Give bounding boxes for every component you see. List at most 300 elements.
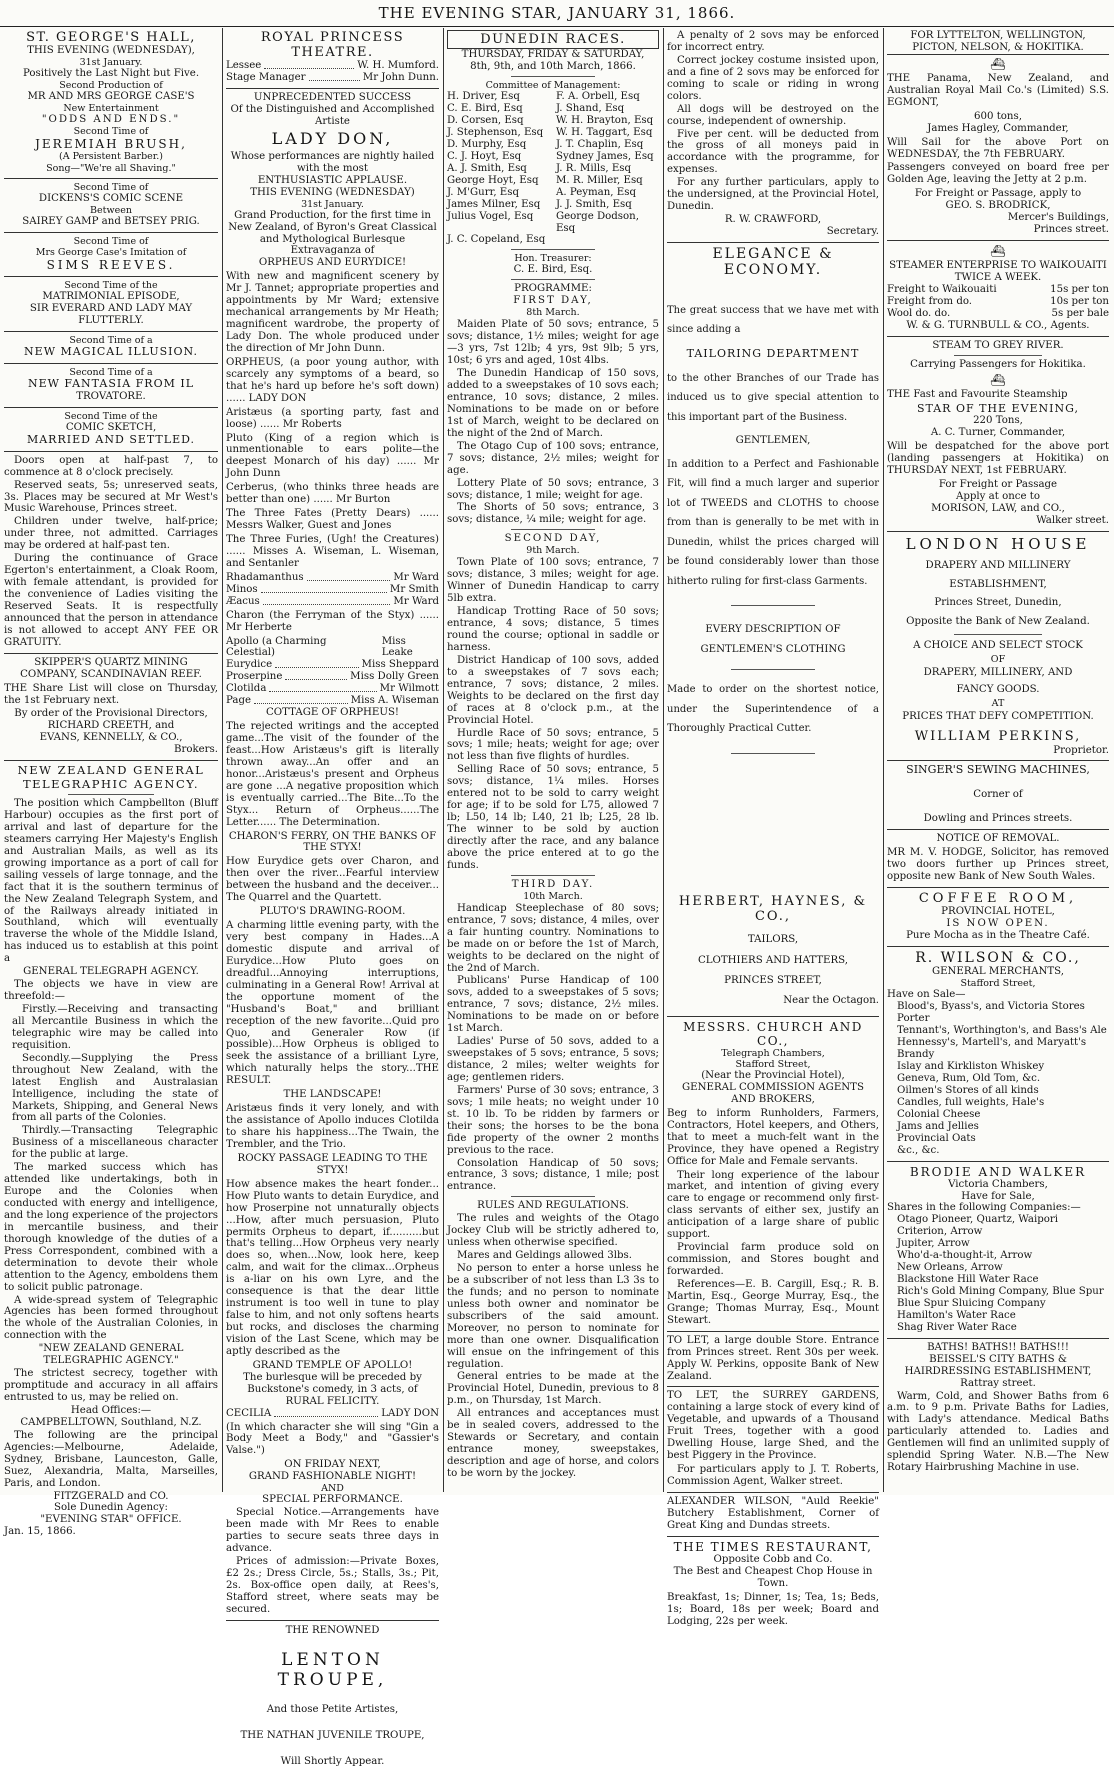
rule: Correct jockey costume insisted upon, and a fine of 2 sovs may be enforced for coming to scale or riding in wrong colors. (667, 54, 879, 102)
rule: All dogs will be destroyed on the course, independent of ownership. (667, 103, 879, 127)
line: TAILORS, (747, 934, 799, 946)
line: And those Petite Artistes, (266, 1704, 399, 1716)
paragraph: Their long experience of the labour market, and intention of giving every care to engage or recommend only first-class servants of either sex, justify an anticipation of a large share of public support. (667, 1169, 879, 1241)
divider (511, 529, 596, 530)
divider (4, 760, 218, 761)
paragraph: During the continuance of Grace Egerton's entertainment, a Cloak Room, with female attendant, is provided for the convenience of Ladies visiting the Reserved Seats. It is respectfully announced that the person in attendance is not allowed to accept ANY FEE OR GRATUITY. (4, 553, 218, 648)
paragraph: How Eurydice gets over Charon, and then over the river...Fearful interview between the husband and the deceiver... The Quarrel and the Quartett. (226, 856, 439, 904)
line: Of the Distinguished and Accomplished Artiste (230, 104, 435, 128)
line: Carrying Passengers for Hokitika. (910, 358, 1086, 370)
divider (68, 794, 154, 795)
line: Between (90, 204, 132, 216)
paragraph: Breakfast, 1s; Dinner, 1s; Tea, 1s; Beds, 1s; Board, 18s per week; Board and Lodging, 22s per week. (667, 1591, 879, 1627)
line: GENTLEMEN, (735, 435, 811, 447)
ad-title: SINGER'S SEWING MACHINES, (906, 763, 1090, 777)
line: Apply at once to (956, 491, 1040, 503)
line: CAMPBELLTOWN, Southland, N.Z. (20, 1416, 202, 1428)
line: (A Persistent Barber.) (58, 151, 163, 163)
column-1 (4, 28, 218, 1538)
paragraph: Made to order on the shortest notice, under the Superintendence of a Thoroughly Practical Cutter. (667, 684, 879, 735)
divider (954, 634, 1043, 635)
list-item: Otago Pioneer, Quartz, Waipori (897, 1214, 1058, 1226)
line: Will Shortly Appear. (280, 1756, 385, 1768)
skipper-ad (4, 657, 218, 757)
line: Princes Street, Dunedin, (934, 597, 1062, 609)
item-list (887, 1001, 1109, 1156)
race-entry: Handicap Steeplechase of 80 sovs; entrance, 7 sovs; distance, 4 miles, over a fair hunting country. Nominations to be made on or before the 1st of March, weights to be declared on the night of the 2nd of March. (447, 902, 659, 974)
ad-lines (4, 411, 218, 447)
line: PRINCES STREET, (724, 974, 822, 986)
divider (511, 279, 596, 280)
divider (887, 887, 1109, 888)
divider (954, 355, 1043, 356)
st-georges-hall-ad (4, 30, 218, 649)
butchery-ad: ALEXANDER WILSON, "Auld Reekie" Butchery Establishment, Corner of Great King and Dundas streets. (667, 1495, 879, 1531)
cast-row: Æacus Mr Ward (226, 595, 439, 607)
cast-list (226, 357, 439, 707)
rule: Five per cent. will be deducted from the gross of all moneys paid in accordance with the programme, for expenses. (667, 128, 879, 176)
ad-title: BATHS! BATHS!! BATHS!!! (927, 1341, 1069, 1353)
royal-princess-theatre-ad (226, 30, 439, 1616)
line: SAIREY GAMP and BETSEY PRIG. (22, 215, 200, 227)
line: Head Offices:— (70, 1404, 152, 1416)
divider (4, 653, 218, 654)
line: Second Time of the (64, 410, 158, 422)
line: Near the Octagon. (783, 995, 879, 1007)
line: MARRIED AND SETTLED. (26, 432, 196, 446)
divider (511, 1196, 596, 1197)
baths-ad (887, 1342, 1109, 1474)
line: Song—"We're all Shaving." (46, 162, 176, 174)
ad-lines (4, 280, 218, 327)
line: A CHOICE AND SELECT STOCK (913, 639, 1083, 651)
line: AT (991, 697, 1005, 709)
paragraph: Passengers conveyed on board free per Golden Age, leaving the Jetty at 2 p.m. (887, 162, 1109, 186)
paragraph: to the other Branches of our Trade has induced us to give special attention to this important part of the Business. (667, 372, 879, 423)
line: Second Time of (73, 126, 149, 138)
line: GENERAL TELEGRAPH AGENCY. (23, 966, 199, 978)
race-entry: District Handicap of 100 sovs, added to a sweepstakes of 7 sovs each; entrance, 7 sovs; distance, 2 miles. Weights to be declared on the first day of races at 8 o'clock p.m., at the Provincial Hotel. (447, 654, 659, 726)
list-item: Shag River Water Race (897, 1321, 1017, 1333)
paragraph: Special Notice.—Arrangements have been made with Mr Rees to enable parties to secure seats three days in advance. (226, 1507, 439, 1555)
item-list (887, 1214, 1109, 1333)
divider (4, 331, 218, 332)
paragraph: Will Sail for the above Port on WEDNESDAY, the 7th FEBRUARY. (887, 136, 1109, 160)
line: AND BROKERS, (731, 1093, 815, 1105)
line: THIS EVENING (WEDNESDAY) (250, 186, 415, 198)
paragraph: Prices of admission:—Private Boxes, £2 2s.; Dress Circle, 5s.; Stalls, 3s.; Pit, 2s. Box-office open daily, at Rees's, Stafford street, where seats may be secured. (226, 1556, 439, 1615)
list-item: Who'd-a-thought-it, Arrow (897, 1250, 1033, 1262)
list-item: Candles, full weights, Hale's (897, 1096, 1045, 1108)
spacer (667, 768, 879, 888)
line: NEW MAGICAL ILLUSION. (24, 345, 198, 359)
race-entry: Handicap Trotting Race of 50 sovs; entrance, 4 sovs; distance, 5 times round the course; optional in saddle or harness. (447, 606, 659, 653)
paragraph: Aristæus finds it very lonely, and with the assistance of Apollo induces Clotilda to share his happiness...The Twain, the Trembler, and the Trio. (226, 1103, 439, 1150)
rule: All entrances and acceptances must be in sealed covers, addressed to the Stewards or Secretary, and contain entrance money, sweepstakes, description and age of horse, and colors to be worn by the jockey. (447, 1408, 659, 1479)
line: Corner of (973, 789, 1023, 801)
ad-title: FOR LYTTELTON, WELLINGTON, PICTON, NELSON, & HOKITIKA. (887, 30, 1109, 55)
signature: W. & G. TURNBULL & CO., Agents. (906, 319, 1090, 331)
cast-row: Minos Mr Smith (226, 583, 439, 595)
paragraph: With new and magnificent scenery by Mr J. Tannet; appropriate properties and appointments by Mr Ward; extensive mechanical arrangements by Mr Heath; magnificent wardrobe, the property of Lady Don. The whole produced under the direction of Mr John Dunn. (226, 271, 439, 354)
column-rule (663, 28, 664, 1492)
line: THE RENOWNED (285, 1624, 380, 1636)
section-heading: PROGRAMME: (514, 283, 592, 295)
grey-river-ad (887, 340, 1109, 527)
column-4 (667, 28, 879, 1627)
line: Second Time of (73, 181, 149, 193)
coffee-room-ad (887, 891, 1109, 942)
line: 31st January. (301, 198, 364, 210)
value: Mr John Dunn. (362, 72, 439, 84)
cast-row: Charon (the Ferryman of the Styx) ...... Mr Herberte (226, 609, 439, 633)
divider (511, 249, 596, 250)
line: DICKENS'S COMIC SCENE (38, 192, 184, 204)
list-item: Hamilton's Water Race (897, 1309, 1016, 1321)
paragraph: The burlesque will be preceded by Buckstone's comedy, in 3 acts, of (243, 1371, 422, 1395)
line: Whose performances are nightly hailed with the most (230, 150, 435, 174)
line: For Freight or Passage (938, 479, 1058, 491)
line: Second Time of (73, 235, 149, 247)
ad-title: STEAMER ENTERPRISE TO WAIKOUAITI TWICE A WEEK. (889, 260, 1107, 284)
ad-title: MESSRS. CHURCH AND CO., (683, 1019, 863, 1048)
list-item: New Orleans, Arrow (897, 1262, 1003, 1274)
divider (731, 605, 816, 606)
line: Princes street. (1033, 224, 1109, 236)
freight-row: Freight to Waikouaiti 15s per ton (887, 284, 1109, 295)
divider (511, 76, 596, 77)
cast-row: The Three Furies, (Ugh! the Creatures) ...... Misses A. Wiseman, L. Wiseman, and Sentanler (226, 534, 439, 569)
line: OF (990, 654, 1006, 666)
ad-title: COFFEE ROOM, (918, 890, 1078, 906)
list-item: Rich's Gold Mining Company, Blue Spur (897, 1286, 1104, 1297)
section-heading: CHARON'S FERRY, ON THE BANKS OF THE STYX! (228, 830, 437, 854)
section-heading: PLUTO'S DRAWING-ROOM. (259, 906, 406, 918)
paragraph: References—E. B. Cargill, Esq.; R. B. Martin, Esq., George Murray, Esq., the Grange; Thomas Murray, Esq., Mount Stewart. (667, 1278, 879, 1326)
paragraph: Warm, Cold, and Shower Baths from 6 a.m. to 9 p.m. Private Baths for Ladies, with Lady's attendance. Medical Baths particularly attended to. Ladies and Gentlemen will find an unlimited supply of splendid Spring Water. N.B.—The New Rotary Hairbrushing Machine in use. (887, 1390, 1109, 1474)
divider (667, 242, 879, 243)
paragraph: The marked success which has attended like undertakings, both in Europe and the Colonies when conducted with energy and intelligence, and the long experience of the projectors in mercantile business, and their thorough knowledge of the duties of a Press Correspondent, combined with a determination to devote their whole attention to the Agency, emboldens them to solicit public patronage. (4, 1162, 218, 1293)
paragraph: MR M. V. HODGE, Solicitor, has removed two doors further up Princes street, opposite new Bank of New South Wales. (887, 847, 1109, 883)
ship-name: STAR OF THE EVENING, (916, 401, 1080, 415)
cast-row: Cerberus, (who thinks three heads are better than one) ...... Mr Burton (226, 482, 439, 506)
ad-lines (4, 182, 218, 228)
section-heading: GRAND TEMPLE OF APOLLO! (252, 1359, 413, 1371)
line: 10th March. (523, 890, 583, 902)
line: FLUTTERLY. (78, 314, 144, 326)
ad-title: LENTON TROUPE, (277, 1649, 388, 1690)
times-restaurant-ad (667, 1540, 879, 1628)
line: For Freight or Passage, apply to (914, 188, 1082, 200)
line: IS NOW OPEN. (946, 918, 1050, 930)
cast-row: Pluto (King of a region which is unmentionable to ears polite—the deepest Monarch of his day) ...... Mr John Dunn (226, 432, 439, 480)
removal-notice-ad (887, 833, 1109, 883)
section-heading: COTTAGE OF ORPHEUS! (265, 707, 400, 719)
paragraph: TO LET, the SURREY GARDENS, containing a large stock of every kind of Vegetable, and upwards of a Thousand Fruit Trees, together with a good Dwelling House, large Shed, and the best Piggery in the Province. (667, 1390, 879, 1462)
section-heading: RURAL FELICITY. (285, 1395, 380, 1407)
line: Second Time of a (69, 366, 153, 378)
race-entry: Consolation Handicap of 50 sovs; entrance, 3 sovs; distance, 1 mile; post entrance. (447, 1157, 659, 1193)
rule: No person to enter a horse unless he be a subscriber of not less than L3 3s to the funds; and no person to nominate unless both owner and nominator be subscribers of the said amount. Moreover, no person to nominate for more than one owner. Disqualification will ensue on the infringement of this regulation. (447, 1263, 659, 1370)
line: The Best and Cheapest Chop House in Town. (673, 1565, 873, 1589)
ad-lines (4, 45, 218, 173)
paragraph: Reserved seats, 5s; unreserved seats, 3s. Places may be secured at Mr West's Music Warehouse, Princes street. (4, 479, 218, 515)
cast-row: Eurydice Miss Sheppard (226, 659, 439, 671)
line: Hon. Treasurer: (514, 253, 592, 265)
rule: Mares and Geldings allowed 3lbs. (457, 1250, 632, 1262)
race-entry: Publicans' Purse Handicap of 100 sovs, added to a sweepstakes of 5 sovs; entrance, 7 sovs; distance, 2½ miles. Nominations to be made on or before 1st March. (447, 975, 659, 1035)
divider (887, 760, 1109, 761)
cast-row: Proserpine Miss Dolly Green (226, 671, 439, 683)
list-item: Oilmen's Stores of all kinds (897, 1084, 1039, 1096)
line: SIR EVERARD AND LADY MAY (29, 303, 193, 315)
paragraph: THE Share List will close on Thursday, the 1st February next. (4, 682, 218, 706)
line: DRAPERY, MILLINERY, AND (923, 667, 1073, 679)
list-item: Jupiter, Arrow (897, 1238, 970, 1250)
line: SIMS REEVES. (46, 257, 176, 272)
column-rule (883, 28, 884, 1492)
ad-lines (4, 236, 218, 272)
line: NEW FANTASIA FROM IL (27, 376, 195, 390)
steamship-icon: ⛴ (990, 244, 1006, 259)
committee-list: H. Driver, Esq F. A. Orbell, Esq C. E. Bird, Esq J. Shand, Esq D. Corsen, Esq W. H. Brayton, Esq J. Stephenson, Esq W. H. Taggart, Esq D. Murphy, Esq J. T. Chaplin, Esq C. J. Hoyt, Esq Sydney James, Esq A. J. Smith, Esq J. R. Mills, Esq George Hoyt, Esq M. R. Miller, Esq J. M'Gurr, Esq A. Peyman, Esq James Milner, Esq J. J. Smith, Esq Julius Vogel, Esq George Dodson, Esq J. C. Copeland, Esq (447, 91, 654, 246)
nz-telegraphic-agency-ad (4, 764, 218, 1538)
church-and-co-ad (667, 1020, 879, 1327)
ad-title: ROYAL PRINCESS THEATRE. (260, 30, 405, 61)
line: UNPRECEDENTED SUCCESS (253, 92, 412, 104)
race-entry: Ladies' Purse of 50 sovs, added to a sweepstakes of 5 sovs; entrance, 5 sovs; distance, 2 miles; welter weights for age; gentlemen riders. (447, 1036, 659, 1083)
signature: GEO. S. BRODRICK, (945, 200, 1051, 212)
paragraph: The following are the principal Agencies:—Melbourne, Adelaide, Sydney, Brisbane, Launceston, Galle, Suez, Alexandria, Malta, Marseilles, Paris, and London. (4, 1429, 218, 1489)
line: Second Time of a (69, 334, 153, 346)
divider (887, 1338, 1109, 1339)
paragraph: Grand Production, for the first time in New Zealand, of Byron's Great Classical and Mythological Burlesque Extravaganza of (228, 209, 437, 257)
ad-title: NEW ZEALAND GENERAL TELEGRAPHIC AGENCY. (17, 763, 205, 791)
rule: General entries to be made at the Provincial Hotel, Dunedin, previous to 8 p.m., on Thursday, 1st March. (447, 1371, 659, 1407)
column-rule (443, 28, 444, 1492)
line: 8th, 9th, and 10th March, 1866. (470, 61, 636, 73)
paragraph: For particulars apply to J. T. Roberts, Commission Agent, Walker street. (667, 1464, 879, 1488)
paragraph: The strictest secrecy, together with promptitude and accuracy in all affairs entrusted to us, may be relied on. (4, 1368, 218, 1404)
star-name: LADY DON, (271, 129, 394, 149)
column-5 (887, 28, 1109, 1492)
list-item: Islay and Kirkliston Whiskey (897, 1061, 1045, 1073)
paragraph: Children under twelve, half-price; under three, not admitted. Carriages may be ordered at half-past ten. (4, 516, 218, 552)
list-item: Blue Spur Sluicing Company (897, 1297, 1046, 1309)
divider (4, 178, 218, 179)
divider (667, 1536, 879, 1537)
to-let-gardens-ad (667, 1390, 879, 1488)
race-entry: Selling Race of 50 sovs; entrance, 5 sovs; distance, 1¼ miles. Horses entered not to be sold to carry weight for age; if to be sold for L75, allowed 7 lb; L50, 14 lb; L40, 21 lb; L25, 28 lb. The winner to be sold by auction directly after the race, and any balance above the price entered at to go the funds. (447, 764, 659, 871)
list-item: Geneva, Rum, Old Tom, &c. (897, 1072, 1041, 1084)
wilson-merchants-ad (887, 950, 1109, 1157)
divider (887, 240, 1109, 241)
ad-title: NOTICE OF REMOVAL. (936, 833, 1060, 845)
line: MATRIMONIAL EPISODE, (42, 291, 180, 303)
paragraph: The rejected writings and the accepted game...The visit of the founder of the feast...How Aristæus's gift is literally thrown away...An offer and an honor...Aristæus's present and Orpheus are gone ...A negative proposition which is eventually carried...The Bite...To the Styx... Return of Orpheus......The Letter...... The Determination. (226, 721, 439, 828)
section-heading: ORPHEUS AND EURYDICE! (258, 257, 407, 269)
enterprise-steamer-ad (887, 244, 1109, 332)
line: DRAPERY AND MILLINERY (925, 560, 1071, 572)
divider (4, 276, 218, 277)
paragraph: How absence makes the heart fonder... How Pluto wants to detain Eurydice, and how Proserpine not unnaturally objects ...How, after much persuasion, Pluto permits Orpheus to depart, if..........but that's telling...How Orpheus very nearly does so, when...Now, look here, keep calm, and wait for the climax...Orpheus is a-liar on his own Lyre, and the consequence is that the dear little instrument is too well in tune to play false to him, and not only softens hearts but rocks, and discloses the charming vision of the Last Scene, which may be aptly described as the (226, 1178, 439, 1357)
divider (4, 451, 218, 452)
line: 8th March. (526, 307, 580, 319)
ad-title: DUNEDIN RACES. (447, 30, 659, 49)
paragraph: Provincial farm produce sold on commission, and Stores bought and forwarded. (667, 1242, 879, 1278)
cast-row: Rhadamanthus Mr Ward (226, 571, 439, 583)
ad-title: HERBERT, HAYNES, & CO., (678, 893, 868, 924)
date: Jan. 15, 1866. (4, 1526, 76, 1538)
paragraph: The objects we have in view are threefold:— (4, 979, 218, 1003)
signature: RICHARD CREETH, and (47, 720, 175, 732)
cast-row: Apollo (a Charming Celestial) Miss Leake (226, 635, 413, 659)
divider (4, 407, 218, 408)
divider (887, 946, 1109, 947)
line: ESTABLISHMENT, (949, 578, 1047, 590)
label: Lessee (226, 60, 262, 72)
line: Stafford Street, (735, 1058, 811, 1070)
line: Rattray street. (960, 1377, 1036, 1389)
list-item: Colonial Cheese (897, 1108, 981, 1120)
line: ENTHUSIASTIC APPLAUSE. (257, 174, 408, 186)
rule: The rules and weights of the Otago Jockey Club will be strictly adhered to, unless when otherwise specified. (447, 1213, 659, 1249)
paragraph: The position which Campbellton (Bluff Harbour) occupies as the first port of arrival and last of departure for the steamers carrying Her Majesty's English and Australian Mails, as well as its growing importance as a port of call for sailing vessels of large tonnage, and the fact that it is the southern terminus of the New Zealand Telegraph System, and of the Railways already initiated in Southland, which will eventually traverse the whole of the Middle Island, has induced us to establish at this point a (4, 798, 218, 965)
line: Sole Dunedin Agency: (54, 1502, 168, 1514)
line: "NEW ZEALAND GENERAL TELEGRAPHIC AGENCY." (38, 1343, 184, 1367)
line: Stafford Street, (960, 978, 1036, 990)
ad-title: ST. GEORGE'S HALL, (26, 30, 196, 45)
divider (887, 531, 1109, 532)
paragraph: THE Panama, New Zealand, and Australian Royal Mail Co.'s (Limited) S.S. EGMONT, (887, 72, 1109, 108)
line: By order of the Provisional Directors, (14, 708, 208, 720)
ad-title: LONDON HOUSE (905, 534, 1091, 553)
line: 31st January. (79, 57, 143, 69)
brodie-walker-ad (887, 1165, 1109, 1334)
paragraph: Will be despatched for the above port (landing passengers at Hokitika) on THURSDAY NEXT, 1st FEBRUARY. (887, 441, 1109, 477)
steamship-icon: ⛴ (990, 372, 1006, 387)
ad-lines (4, 367, 218, 403)
list-item: Criterion, Arrow (897, 1226, 983, 1238)
paragraph: A charming little evening party, with the very best company in Hades...A domestic dispute and arrival of Eurydice...How Pluto goes on dreadful...Annoying interruptions, culminating in a General Row! Arrival at the opportune moment of the "Husband's Boat," and brilliant reception of the new favorite...Quid pro Quo, and Generaler Row (if possible)...How Orpheus is obliged to seek the assistance of a brilliant Lyre, which naturally helps the story...THE RESULT. (226, 920, 439, 1087)
cast-row: ORPHEUS, (a poor young author, with scarcely any symptoms of a beard, so that he's hard up before he's soft down) ...... LADY DON (226, 356, 439, 404)
cast-row: CECILIA LADY DON (226, 1407, 439, 1419)
line: BEISSEL'S CITY BATHS & HAIRDRESSING ESTABLISHMENT, (904, 1353, 1092, 1377)
section-heading: THE LANDSCAPE! (283, 1089, 382, 1101)
section-heading: RULES AND REGULATIONS. (477, 1200, 629, 1212)
line: TAILORING DEPARTMENT (686, 346, 860, 360)
paragraph: Firstly.—Receiving and transacting all Mercantile Business in which the telegraphic wire may be called into requisition. (12, 1004, 218, 1051)
line: Opposite the Bank of New Zealand. (906, 615, 1090, 627)
label: Stage Manager (226, 72, 306, 84)
divider (667, 1331, 879, 1332)
signature: R. W. CRAWFORD, (724, 214, 822, 226)
divider (887, 829, 1109, 830)
line: New Entertainment (63, 103, 159, 115)
line: Second Time of the (64, 279, 158, 291)
divider (667, 1386, 879, 1387)
list-item: Hennessy's, Martell's, and Maryatt's Brandy (897, 1037, 1087, 1061)
paragraph: Thirdly.—Transacting Telegraphic Business of a miscellaneous character for the public at large. (12, 1125, 218, 1161)
divider (226, 88, 439, 89)
line: TROVATORE. (76, 390, 146, 402)
line: THURSDAY, FRIDAY & SATURDAY, (461, 49, 645, 61)
dunedin-races-ad (447, 30, 659, 1480)
london-house-ad (887, 536, 1109, 757)
line: Victoria Chambers, (948, 1178, 1048, 1190)
line: 9th March. (526, 545, 580, 557)
line: Mercer's Buildings, (1007, 212, 1109, 224)
ad-title: SKIPPER'S QUARTZ MINING COMPANY, SCANDINAVIAN REEF. (20, 656, 202, 680)
ad-title: BRODIE AND WALKER (909, 1164, 1087, 1179)
signature: FITZGERALD and CO. (53, 1490, 169, 1502)
line: 220 Tons, (973, 415, 1023, 427)
divider (887, 336, 1109, 337)
list-item: Provincial Oats (897, 1132, 976, 1144)
race-entry: Maiden Plate of 50 sovs; entrance, 5 sovs; distance, 1½ miles; weight for age—3 yrs, 7st 12lb; 4 yrs, 9st 9lb; 5 yrs, 10st; 6 yrs and aged, 10st 4lbs. (447, 319, 659, 367)
race-entry: The Dunedin Handicap of 150 sovs, added to a sweepstakes of 10 sovs each; entrance, 10 sovs; distance, 2 miles. Nominations to be made on or before 1st of March, weight to be declared on the night of the 2nd of March. (447, 368, 659, 439)
line: Walker street. (1036, 514, 1109, 526)
line: COMIC SKETCH, (65, 421, 157, 433)
section-heading: SECOND DAY, (504, 533, 602, 545)
line: ON FRIDAY NEXT, (284, 1459, 381, 1471)
lenton-troupe-ad (226, 1625, 439, 1768)
line: Have for Sale, (961, 1190, 1035, 1202)
line: EVERY DESCRIPTION OF GENTLEMEN'S CLOTHING (700, 624, 846, 655)
divider (226, 1620, 439, 1621)
line: Second Production of (59, 80, 163, 92)
line: (Near the Provincial Hotel), (701, 1070, 845, 1082)
line: THIS EVENING (WEDNESDAY), (27, 45, 195, 57)
line: Positively the Last Night but Five. (22, 68, 200, 80)
line: "ODDS AND ENDS." (41, 114, 181, 126)
column-2 (226, 28, 440, 1768)
divider (4, 232, 218, 233)
ad-title: THE TIMES RESTAURANT, (673, 1539, 873, 1554)
line: AND (321, 1483, 344, 1495)
hall-info (4, 455, 218, 649)
line: 600 tons, (974, 110, 1022, 122)
line: CLOTHIERS AND HATTERS, (697, 954, 849, 966)
paragraph: In addition to a Perfect and Fashionable Fit, will find a much larger and superior lot of TWEEDS and CLOTHS to choose from than is generally to be met with in Dunedin, whilst the prices charged will be found considerably lower than those hitherto ruling for first-class Garments. (667, 458, 879, 587)
cast-row: The Three Fates (Pretty Dears) ...... Messrs Walker, Guest and Jones (226, 508, 440, 532)
ad-title: STEAM TO GREY RIVER. (932, 339, 1064, 351)
line: THE NATHAN JUVENILE TROUPE, (240, 1730, 425, 1742)
line: MR AND MRS GEORGE CASE'S (27, 91, 195, 103)
to-let-store-ad: TO LET, a large double Store. Entrance from Princes street. Rent 30s per week. Apply W. Perkins, opposite Bank of New Zealand. (667, 1334, 879, 1382)
manager-row (226, 72, 439, 84)
list-item: Blackstone Hill Water Race (897, 1274, 1039, 1286)
role: Proprietor. (1053, 744, 1109, 756)
line: PROVINCIAL HOTEL, (941, 906, 1055, 918)
race-entry: Farmers' Purse of 30 sovs; entrance, 3 sovs; 1 mile heats; no weight under 10 st. 10 lb. To be ridden by farmers or their sons; the horses to be the bona fide property of the owner 2 months previous to the race. (447, 1084, 659, 1156)
line: GENERAL COMMISSION AGENTS (682, 1081, 864, 1093)
divider (887, 1161, 1109, 1162)
paragraph: Beg to inform Runholders, Farmers, Contractors, Hotel keepers, and Others, that to meet a much-felt want in the Province, they have opened a Registry Office for Male and Female servants. (667, 1107, 879, 1167)
steamship-icon: ⛴ (990, 56, 1006, 71)
committee-label: Committee of Management: (485, 80, 621, 92)
line: A. C. Turner, Commander, (930, 427, 1066, 439)
line: Opposite Cobb and Co. (713, 1553, 833, 1565)
masthead: THE EVENING STAR, JANUARY 31, 1866. (0, 0, 1114, 27)
signature: EVANS, KENNELLY, & CO., (39, 732, 183, 744)
line: FANCY GOODS. (956, 683, 1040, 695)
cast-row: Clotilda Mr Wilmott (226, 683, 439, 695)
signature: WILLIAM PERKINS, (914, 729, 1082, 745)
paragraph: The great success that we have met with since adding a (667, 304, 879, 336)
lessee-row (226, 60, 439, 72)
list-item: Blood's, Byass's, and Victoria Stores Porter (897, 1001, 1085, 1025)
